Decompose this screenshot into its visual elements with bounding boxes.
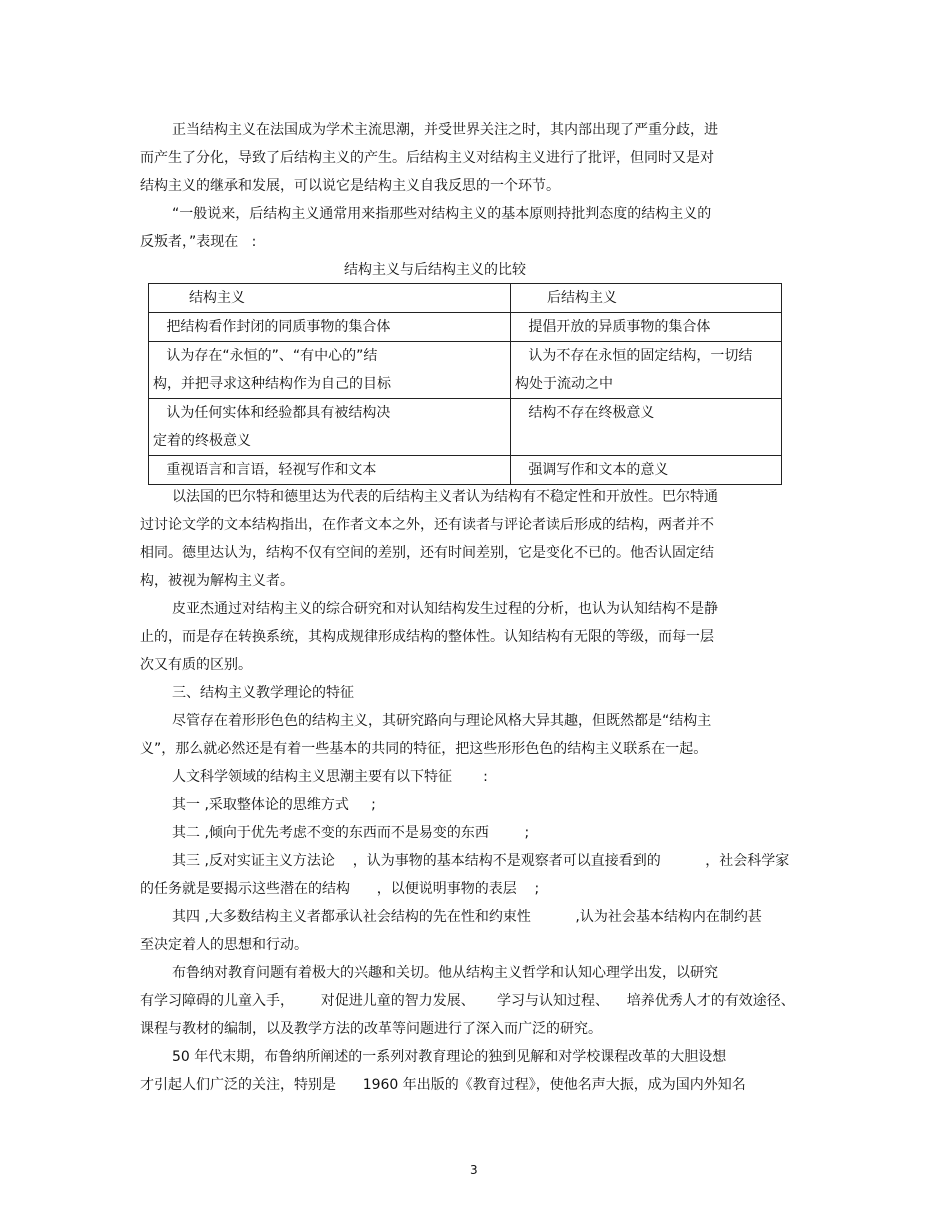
paragraph-1-line-3: 结构主义的继承和发展，可以说它是结构主义自我反思的一个环节。	[140, 178, 560, 194]
table-row	[149, 399, 782, 456]
paragraph-3-line-2: 过讨论文学的文本结构指出，在作者文本之外，还有读者与评论者读后形成的结构，两者并不	[140, 517, 714, 533]
feature-1: 其一 ,采取整体论的思维方式 ;	[172, 797, 376, 813]
paragraph-1-line-2: 而产生了分化，导致了后结构主义的产生。后结构主义对结构主义进行了批评，但同时又是对	[140, 150, 714, 166]
table-header-row	[149, 284, 782, 313]
paragraph-4-line-3: 次又有质的区别。	[140, 657, 252, 673]
paragraph-6-line-1: 布鲁纳对教育问题有着极大的兴趣和关切。他从结构主义哲学和认知心理学出发，以研究	[172, 965, 718, 981]
comparison-table	[148, 283, 782, 485]
table-header-poststructuralism: 后结构主义	[511, 284, 782, 313]
paragraph-3-line-3: 相同。德里达认为，结构不仅有空间的差别，还有时间差别，它是变化不已的。他否认固定结	[140, 545, 714, 561]
paragraph-6-line-3: 课程与教材的编制，以及教学方法的改革等问题进行了深入而广泛的研究。	[140, 1021, 602, 1037]
table-row	[149, 342, 782, 399]
feature-4-line-1: 其四 ,大多数结构主义者都承认社会结构的先在性和约束性 ,认为社会基本结构内在制约甚	[172, 909, 762, 925]
table-cell: 结构不存在终极意义	[511, 399, 782, 456]
feature-4-line-2: 至决定着人的思想和行动。	[140, 937, 308, 953]
paragraph-7-line-2: 才引起人们广泛的关注，特别是 1960 年出版的《教育过程》，使他名声大振，成为国内外知名	[140, 1077, 746, 1093]
table-header-structuralism: 结构主义	[149, 284, 511, 313]
feature-2: 其二 ,倾向于优先考虑不变的东西而不是易变的东西 ;	[172, 825, 530, 841]
paragraph-7-line-1: 50 年代末期，布鲁纳所阐述的一系列对教育理论的独到见解和对学校课程改革的大胆设想	[172, 1049, 727, 1065]
paragraph-5-line-2: 义”，那么就必然还是有着一些基本的共同的特征，把这些形形色色的结构主义联系在一起。	[140, 741, 708, 757]
feature-3-line-2: 的任务就是要揭示这些潜在的结构 ，以便说明事物的表层 ;	[140, 881, 540, 897]
paragraph-2-line-1: “一般说来，后结构主义通常用来指那些对结构主义的基本原则持批判态度的结构主义的	[172, 206, 712, 222]
table-cell: 重视语言和言语，轻视写作和文本	[149, 456, 511, 485]
table-cell: 把结构看作封闭的同质事物的集合体	[149, 313, 511, 342]
table-cell: 认为存在“永恒的”、“有中心的”结 构，并把寻求这种结构作为自己的目标	[149, 342, 511, 399]
table-row	[149, 313, 782, 342]
paragraph-3-line-1: 以法国的巴尔特和德里达为代表的后结构主义者认为结构有不稳定性和开放性。巴尔特通	[172, 489, 718, 505]
table-cell: 提倡开放的异质事物的集合体	[511, 313, 782, 342]
paragraph-1-line-1: 正当结构主义在法国成为学术主流思潮，并受世界关注之时，其内部出现了严重分歧，进	[172, 122, 718, 138]
paragraph-6-line-2: 有学习障碍的儿童入手， 对促进儿童的智力发展、 学习与认知过程、 培养优秀人才的有效途径、	[140, 993, 795, 1009]
table-cell: 认为不存在永恒的固定结构，一切结 构处于流动之中	[511, 342, 782, 399]
table-cell: 强调写作和文本的意义	[511, 456, 782, 485]
table-caption: 结构主义与后结构主义的比较	[344, 262, 526, 278]
feature-3-line-1: 其三 ,反对实证主义方法论 ，认为事物的基本结构不是观察者可以直接看到的 ，社会科学家	[172, 853, 790, 869]
paragraph-4-line-1: 皮亚杰通过对结构主义的综合研究和对认知结构发生过程的分析，也认为认知结构不是静	[172, 601, 718, 617]
page-number: 3	[470, 1163, 478, 1177]
features-intro: 人文科学领域的结构主义思潮主要有以下特征 :	[172, 769, 488, 785]
paragraph-2-line-2: 反叛者，”表现在 :	[140, 234, 257, 250]
paragraph-4-line-2: 止的，而是存在转换系统，其构成规律形成结构的整体性。认知结构有无限的等级，而每一层	[140, 629, 714, 645]
paragraph-3-line-4: 构，被视为解构主义者。	[140, 573, 294, 589]
paragraph-5-line-1: 尽管存在着形形色色的结构主义，其研究路向与理论风格大异其趣，但既然都是“结构主	[172, 713, 712, 729]
table-cell: 认为任何实体和经验都具有被结构决 定着的终极意义	[149, 399, 511, 456]
section-heading: 三、结构主义教学理论的特征	[172, 685, 354, 701]
table-row	[149, 456, 782, 485]
